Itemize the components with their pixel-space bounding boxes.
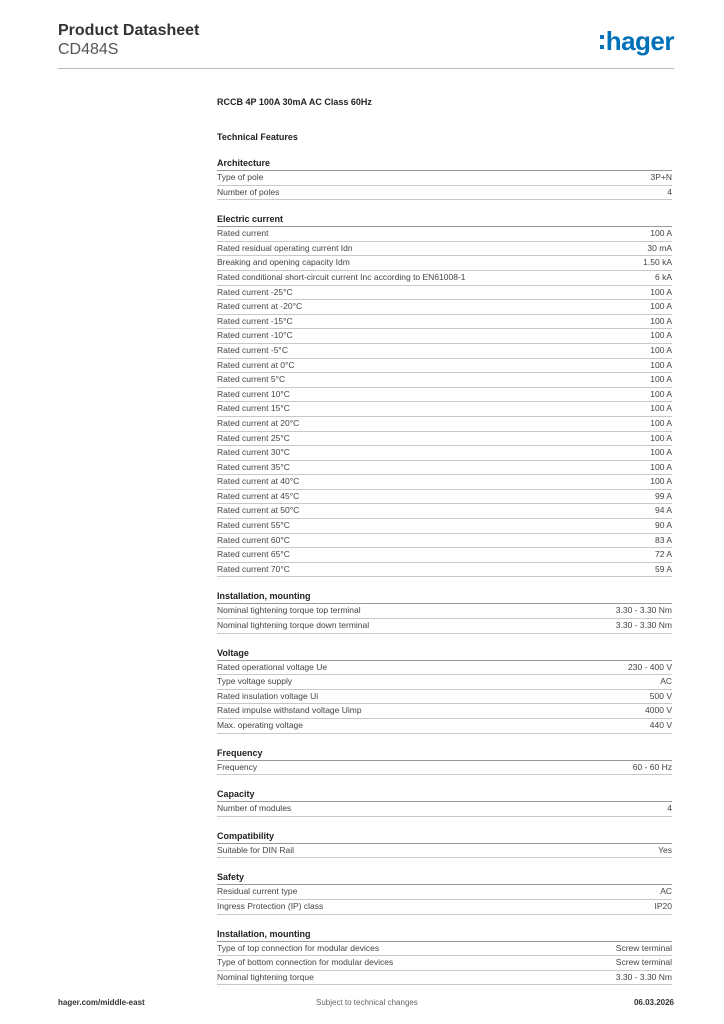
spec-label: Suitable for DIN Rail [217, 844, 295, 855]
spec-label: Number of modules [217, 803, 292, 814]
spec-value: 100 A [650, 388, 672, 399]
spec-label: Rated conditional short-circuit current Inc according to EN61008-1 [217, 271, 466, 282]
spec-value: 100 A [650, 344, 672, 355]
spec-row [217, 690, 672, 705]
spec-label: Nominal tightening torque top terminal [217, 605, 361, 616]
spec-value: 90 A [654, 520, 672, 531]
spec-row [217, 885, 672, 900]
spec-value: 99 A [654, 490, 672, 501]
spec-value: IP20 [654, 900, 672, 911]
spec-value: 3.30 - 3.30 Nm [615, 620, 672, 631]
spec-value: 100 A [650, 403, 672, 414]
spec-row [217, 315, 672, 330]
spec-value: 100 A [650, 359, 672, 370]
spec-row [217, 446, 672, 461]
sections-container [217, 157, 672, 985]
page-header [58, 22, 199, 59]
spec-section [217, 928, 672, 986]
spec-value: 230 - 400 V [628, 661, 672, 672]
spec-row [217, 900, 672, 915]
footer-website: hager.com/middle-east [58, 998, 145, 1007]
spec-label: Breaking and opening capacity Idm [217, 257, 350, 268]
spec-row [217, 604, 672, 619]
spec-label: Rated current -5°C [217, 344, 288, 355]
spec-label: Rated current -25°C [217, 286, 293, 297]
spec-value: 100 A [650, 432, 672, 443]
spec-value: 1.50 kA [643, 257, 672, 268]
spec-value: 100 A [650, 461, 672, 472]
spec-label: Rated current 15°C [217, 403, 290, 414]
spec-row [217, 704, 672, 719]
section-title: Architecture [217, 157, 672, 171]
spec-row [217, 661, 672, 676]
spec-label: Type of pole [217, 172, 264, 182]
spec-row [217, 563, 672, 578]
spec-value: 500 V [649, 690, 672, 701]
spec-label: Rated current at 50°C [217, 505, 300, 516]
spec-row [217, 761, 672, 776]
spec-row [217, 227, 672, 242]
spec-value: AC [660, 886, 672, 897]
section-title: Installation, mounting [217, 590, 672, 604]
logo-text: hager [605, 26, 674, 56]
spec-value: 4 [667, 803, 672, 814]
hager-logo [600, 26, 674, 54]
spec-section [217, 647, 672, 734]
spec-label: Rated current 65°C [217, 549, 290, 560]
spec-row [217, 242, 672, 257]
spec-row [217, 971, 672, 986]
section-title: Safety [217, 871, 672, 885]
section-title: Installation, mounting [217, 928, 672, 942]
spec-section [217, 747, 672, 776]
spec-section [217, 157, 672, 200]
spec-value: Screw terminal [615, 942, 672, 953]
spec-row [217, 942, 672, 957]
spec-value: 4000 V [645, 705, 672, 716]
spec-value: Yes [658, 844, 672, 855]
spec-value: 3.30 - 3.30 Nm [615, 971, 672, 982]
spec-label: Type of top connection for modular devices [217, 942, 380, 953]
spec-row [217, 271, 672, 286]
spec-section [217, 871, 672, 914]
spec-label: Residual current type [217, 886, 298, 897]
spec-label: Rated current 70°C [217, 563, 290, 574]
spec-value: 100 A [650, 286, 672, 297]
spec-label: Frequency [217, 761, 258, 772]
spec-label: Type voltage supply [217, 676, 293, 687]
spec-row [217, 719, 672, 734]
spec-label: Rated current at 45°C [217, 490, 300, 501]
spec-label: Ingress Protection (IP) class [217, 900, 324, 911]
spec-value: 4 [667, 186, 672, 197]
spec-label: Rated current 5°C [217, 374, 286, 385]
section-title: Capacity [217, 788, 672, 802]
spec-row [217, 548, 672, 563]
spec-label: Nominal tightening torque down terminal [217, 620, 370, 631]
spec-row [217, 675, 672, 690]
spec-row [217, 461, 672, 476]
spec-section [217, 590, 672, 633]
header-divider [58, 68, 674, 69]
section-title: Voltage [217, 647, 672, 661]
spec-row [217, 490, 672, 505]
spec-label: Rated current -15°C [217, 315, 293, 326]
spec-value: 72 A [654, 549, 672, 560]
spec-row [217, 388, 672, 403]
spec-label: Max. operating voltage [217, 720, 303, 730]
spec-value: 6 kA [654, 271, 672, 282]
spec-row [217, 432, 672, 447]
spec-value: 60 - 60 Hz [632, 761, 672, 772]
spec-row [217, 802, 672, 817]
spec-value: 3P+N [650, 172, 672, 182]
footer-date: 06.03.2026 [633, 998, 674, 1007]
spec-section [217, 830, 672, 859]
footer-notice: Subject to technical changes [316, 998, 418, 1007]
spec-row [217, 519, 672, 534]
spec-label: Rated current 30°C [217, 447, 290, 458]
spec-value: 100 A [650, 301, 672, 312]
spec-row [217, 344, 672, 359]
product-name: RCCB 4P 100A 30mA AC Class 60Hz [217, 97, 372, 107]
page-title: Product Datasheet [58, 22, 200, 39]
spec-label: Rated current 25°C [217, 432, 290, 443]
spec-label: Rated current at 0°C [217, 359, 295, 370]
spec-value: 94 A [654, 505, 672, 516]
spec-value: AC [660, 676, 672, 687]
spec-row [217, 329, 672, 344]
spec-value: 440 V [649, 720, 672, 730]
spec-label: Rated current 55°C [217, 520, 290, 531]
spec-row [217, 956, 672, 971]
spec-value: Screw terminal [615, 957, 672, 968]
section-title: Compatibility [217, 830, 672, 844]
spec-row [217, 619, 672, 634]
spec-label: Rated impulse withstand voltage Uimp [217, 705, 362, 716]
spec-label: Rated current [217, 228, 269, 239]
logo-mark-icon [600, 35, 604, 49]
spec-value: 100 A [650, 374, 672, 385]
spec-label: Rated operational voltage Ue [217, 661, 328, 672]
features-title: Technical Features [217, 132, 298, 142]
spec-value: 100 A [650, 417, 672, 428]
spec-value: 3.30 - 3.30 Nm [615, 605, 672, 616]
spec-label: Rated current 10°C [217, 388, 290, 399]
spec-value: 59 A [654, 563, 672, 574]
spec-row [217, 844, 672, 859]
spec-section [217, 788, 672, 817]
section-title: Electric current [217, 213, 672, 227]
spec-label: Rated current -10°C [217, 330, 293, 341]
spec-row [217, 286, 672, 301]
spec-label: Type of bottom connection for modular devices [217, 957, 394, 968]
spec-row [217, 402, 672, 417]
product-code: CD484S [58, 41, 119, 58]
spec-label: Nominal tightening torque [217, 971, 314, 982]
spec-section [217, 213, 672, 577]
spec-value: 100 A [650, 476, 672, 487]
spec-row [217, 359, 672, 374]
spec-label: Rated current at -20°C [217, 301, 303, 312]
spec-label: Number of poles [217, 186, 280, 197]
spec-label: Rated insulation voltage Ui [217, 690, 319, 701]
spec-row [217, 186, 672, 201]
spec-label: Rated current at 20°C [217, 417, 300, 428]
spec-label: Rated residual operating current Idn [217, 242, 353, 253]
spec-row [217, 534, 672, 549]
spec-label: Rated current 60°C [217, 534, 290, 545]
spec-value: 83 A [654, 534, 672, 545]
spec-row [217, 373, 672, 388]
spec-row [217, 417, 672, 432]
spec-row [217, 256, 672, 271]
spec-row [217, 171, 672, 186]
datasheet-content [217, 96, 672, 985]
spec-value: 100 A [650, 330, 672, 341]
spec-value: 100 A [650, 228, 672, 239]
section-title: Frequency [217, 747, 672, 761]
spec-value: 30 mA [647, 242, 672, 253]
spec-row [217, 504, 672, 519]
spec-label: Rated current at 40°C [217, 476, 300, 487]
spec-value: 100 A [650, 315, 672, 326]
spec-row [217, 475, 672, 490]
spec-row [217, 300, 672, 315]
spec-value: 100 A [650, 447, 672, 458]
spec-label: Rated current 35°C [217, 461, 290, 472]
